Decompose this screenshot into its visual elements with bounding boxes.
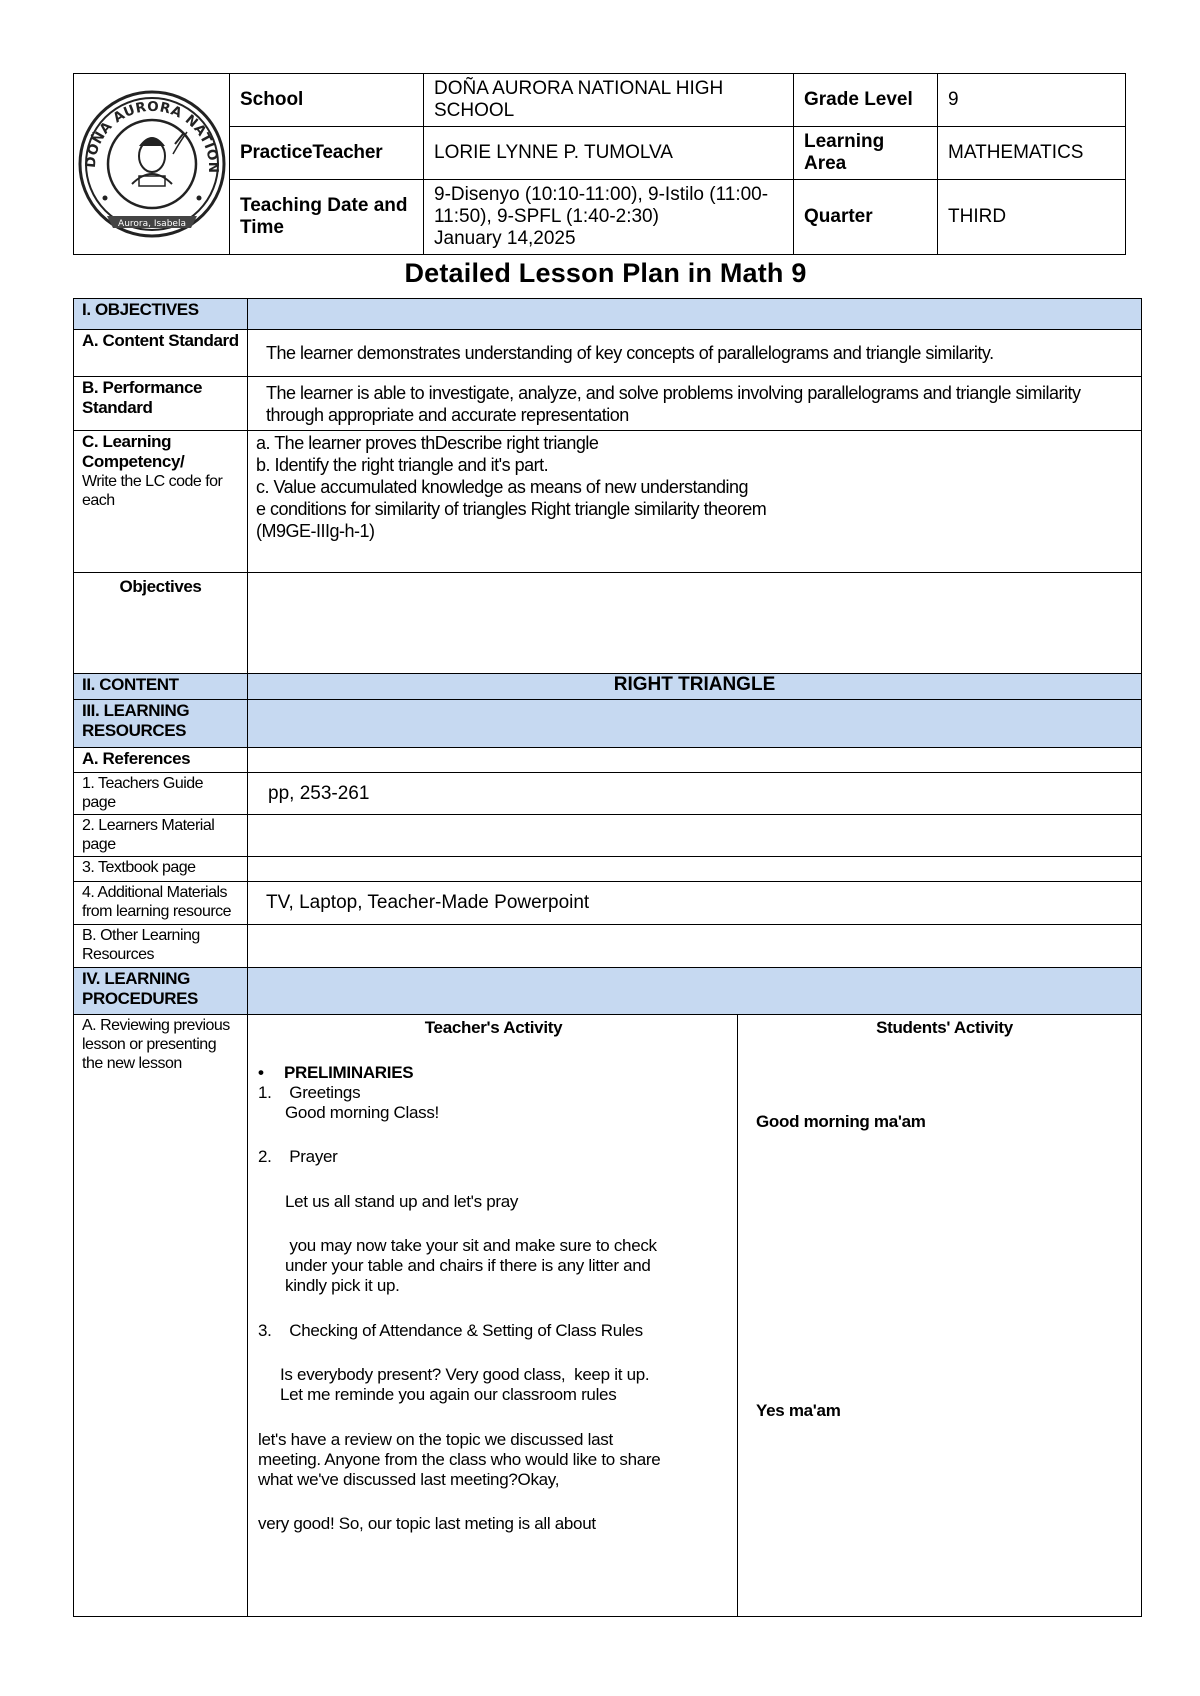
date-value [424, 180, 794, 255]
school-logo [74, 74, 230, 255]
learners-material-label: 2. Learners Material page [74, 815, 248, 857]
prayer-item: 2. Prayer [258, 1147, 338, 1166]
teacher-line: let's have a review on the topic we discussed last [258, 1429, 613, 1449]
teacher-line: under your table and chairs if there is any litter and [285, 1256, 651, 1275]
content-section-label: II. CONTENT [74, 674, 248, 700]
lesson-table [73, 298, 1142, 1617]
content-value: RIGHT TRIANGLE [248, 674, 1142, 700]
step-a-label: A. Reviewing previous lesson or presenting the new lesson [74, 1015, 248, 1617]
competency-sub-label: Write the LC code for each [82, 473, 223, 509]
teachers-guide-label: 1. Teachers Guide page [74, 773, 248, 815]
competency-item: c. Value accumulated knowledge as means of new understanding [256, 477, 748, 497]
competency-item: b. Identify the right triangle and it's part. [256, 455, 549, 475]
competency-list [248, 431, 1142, 573]
teacher-line: kindly pick it up. [285, 1276, 400, 1295]
textbook-label: 3. Textbook page [74, 857, 248, 882]
seal-ring-text: DOÑA AURORA NATION [82, 98, 221, 174]
school-label: School [230, 74, 424, 127]
school-value: DOÑA AURORA NATIONAL HIGH SCHOOL [424, 74, 794, 127]
teacher-line: Let us all stand up and let's pray [285, 1191, 519, 1211]
teacher-line: Is everybody present? Very good class, keep it up. [280, 1365, 650, 1384]
seal-ribbon-text: Aurora, Isabela [117, 219, 186, 229]
objectives-value [248, 573, 1142, 674]
procedures-section-label: IV. LEARNING PROCEDURES [74, 968, 248, 1015]
school-seal-icon [77, 76, 227, 246]
objectives-label: Objectives [74, 573, 248, 674]
student-response: Good morning ma'am [756, 1111, 926, 1131]
procedures-section-fill [248, 968, 1142, 1015]
teacher-line: Good morning Class! [285, 1102, 439, 1122]
references-value [248, 748, 1142, 773]
teacher-line: what we've discussed last meeting?Okay, [258, 1469, 560, 1489]
quarter-label: Quarter [794, 180, 938, 255]
resources-section-label: III. LEARNING RESOURCES [74, 700, 248, 748]
additional-materials-label: 4. Additional Materials from learning resource [74, 882, 248, 925]
preliminaries-heading: • PRELIMINARIES [258, 1063, 729, 1083]
date-schedule: 9-Disenyo (10:10-11:00), 9-Istilo (11:00-11:50), 9-SPFL (1:40-2:30) [434, 184, 769, 227]
area-value: MATHEMATICS [938, 127, 1126, 180]
competency-item: a. The learner proves thDescribe right triangle [256, 433, 599, 453]
references-label: A. References [74, 748, 248, 773]
other-resources-label: B. Other Learning Resources [74, 925, 248, 968]
teacher-value: LORIE LYNNE P. TUMOLVA [424, 127, 794, 180]
teacher-line: Let me reminde you again our classroom rules [280, 1385, 617, 1404]
additional-materials-value: TV, Laptop, Teacher-Made Powerpoint [248, 882, 1142, 925]
teacher-activity-heading: Teacher's Activity [424, 1018, 563, 1037]
performance-standard-text: The learner is able to investigate, analyze, and solve problems involving parallelograms and triangle similarity through appropriate and accurate representation [248, 377, 1142, 431]
competency-item: e conditions for similarity of triangles Right triangle similarity theorem [256, 499, 767, 519]
resources-section-fill [248, 700, 1142, 748]
page-title: Detailed Lesson Plan in Math 9 [404, 258, 807, 288]
textbook-value [248, 857, 1142, 882]
header-table [73, 73, 1126, 255]
teachers-guide-value: pp, 253-261 [248, 773, 1142, 815]
teacher-label: PracticeTeacher [230, 127, 424, 180]
teacher-line: very good! So, our topic last meting is all about [258, 1514, 596, 1533]
date-day: January 14,2025 [434, 228, 576, 249]
greetings-item: 1. Greetings [258, 1082, 361, 1102]
students-activity-heading: Students' Activity [876, 1018, 1013, 1037]
area-label: Learning Area [794, 127, 938, 180]
date-label: Teaching Date and Time [230, 180, 424, 255]
teacher-line: meeting. Anyone from the class who would like to share [258, 1449, 661, 1469]
grade-value: 9 [938, 74, 1126, 127]
other-resources-value [248, 925, 1142, 968]
teacher-line: you may now take your sit and make sure to check [285, 1236, 657, 1255]
objectives-section-fill [248, 299, 1142, 330]
competency-label: C. Learning Competency/ Write the LC code for each [74, 431, 248, 573]
students-activity [738, 1015, 1142, 1617]
attendance-item: 3. Checking of Attendance & Setting of Class Rules [258, 1320, 643, 1340]
competency-code: (M9GE-IIIg-h-1) [256, 521, 375, 541]
quarter-value: THIRD [938, 180, 1126, 255]
performance-standard-label: B. Performance Standard [74, 377, 248, 431]
content-standard-label: A. Content Standard [74, 330, 248, 377]
learners-material-value [248, 815, 1142, 857]
grade-label: Grade Level [794, 74, 938, 127]
student-response: Yes ma'am [756, 1401, 841, 1420]
objectives-section-label: I. OBJECTIVES [74, 299, 248, 330]
content-standard-text: The learner demonstrates understanding of key concepts of parallelograms and triangle similarity. [248, 330, 1142, 377]
teacher-activity [248, 1015, 738, 1617]
